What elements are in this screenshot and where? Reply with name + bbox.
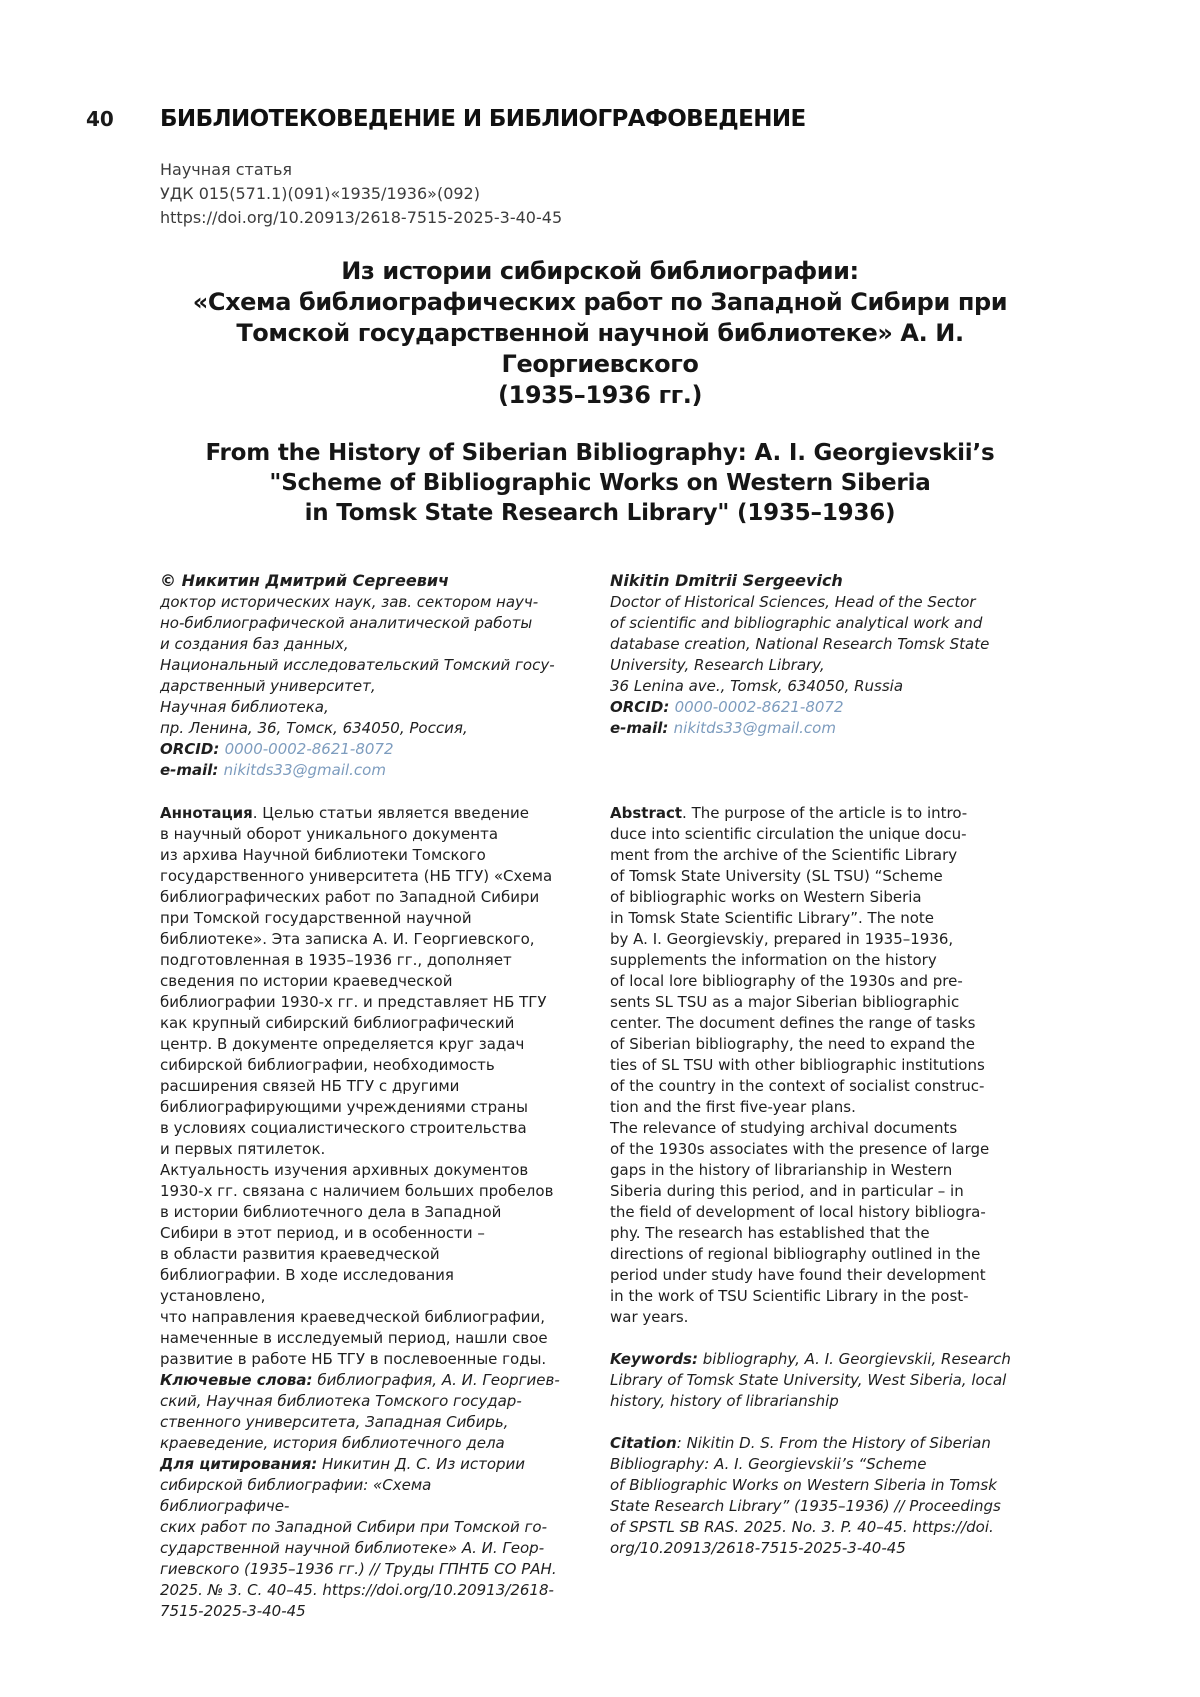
abstract-block-english (610, 803, 1040, 1622)
abstract-text-russian: . Целью статьи является введение в научный оборот уникального документа из архива Научной библиотеки Томского государственного университета (НБ ТГУ) «Схема библиографических работ по Западной Сибири при Томской государственной научной библиотеке». Эта записка А. И. Георгиевского, подготовленная в 1935–1936 гг., дополняет сведения по истории краеведческой библиографии 1930-х гг. и представляет НБ ТГУ как крупный сибирский библиографический центр. В документе определяется круг задач сибирской библиографии, необходимость расширения связей НБ ТГУ с другими библиографирующими учреждениями страны в условиях социалистического строительства и первых пятилеток. Актуальность изучения архивных документов 1930-х гг. связана с наличием больших пробелов в истории библиотечного дела в Западной Сибири в этот период, и в особенности – в области развития краеведческой библиографии. В ходе исследования установлено, что направления краеведческой библиографии, намеченные в исследуемый период, нашли свое развитие в работе НБ ТГУ в послевоенные годы. (160, 804, 554, 1368)
keywords-label-english: Keywords: (610, 1350, 698, 1368)
abstract-text-english: . The purpose of the article is to intro- duce into scientific circulation the unique docu- ment from the archive of the Scientific Library of Tomsk State University (SL TSU) “Scheme of bibliographic works on Western Siberia in Tomsk State Scientific Library”. The note by A. I. Georgievskiy, prepared in 1935–1936, supplements the information on the history of local lore bibliography of the 1930s and pre- sents SL TSU as a major Siberian bibliographic center. The document defines the range of tasks of Siberian bibliography, the need to expand the ties of SL TSU with other bibliographic institutions of the country in the context of socialist construc- tion and the first five-year plans. The relevance of studying archival documents of the 1930s associates with the presence of large gaps in the history of librarianship in Western Siberia during this period, and in particular – in the field of development of local history bibliogra- phy. The research has established that the directions of regional bibliography outlined in the period under study have found their development in the work of TSU Scientific Library in the post- war years. (610, 804, 990, 1326)
title-russian: Из истории сибирской библиографии: «Схема библиографических работ по Западной Сибири при Томской государственной научной библиотеке» А. И. Георгиевского (1935–1936 гг.) (192, 257, 1008, 409)
keywords-english (610, 1349, 1040, 1412)
email-link[interactable]: nikitds33@gmail.com (223, 761, 386, 779)
orcid-label: ORCID: (610, 698, 675, 716)
author-block-russian (160, 570, 560, 781)
page-header (86, 106, 1040, 132)
page-number: 40 (86, 107, 114, 131)
two-column-layout (160, 570, 1040, 1622)
keywords-text-english: bibliography, A. I. Georgievskii, Research Library of Tomsk State University, West Siberia, local history, history of librarianship (610, 1350, 1011, 1410)
abstract-label-english: Abstract (610, 804, 683, 822)
email-line-english (610, 718, 1040, 739)
keywords-label-russian: Ключевые слова: (160, 1371, 313, 1389)
email-label: e-mail: (610, 719, 674, 737)
abstract-block-russian (160, 803, 560, 1622)
orcid-label: ORCID: (160, 740, 225, 758)
abstract-english (610, 803, 1040, 1328)
abstract-label-russian: Аннотация (160, 804, 253, 822)
author-affiliation-russian: доктор исторических наук, зав. сектором науч- но-библиографической аналитической работы и создания баз данных, Национальный исследовательский Томский госу- дарственный университет, Научная библиотека, пр. Ленина, 36, Томск, 634050, Россия, (160, 593, 555, 737)
article-type: Научная статья (160, 160, 293, 179)
orcid-link[interactable]: 0000-0002-8621-8072 (674, 698, 844, 716)
author-block-english (610, 570, 1040, 781)
udc-code: УДК 015(571.1)(091)«1935/1936»(092) (160, 184, 480, 203)
citation-russian (160, 1454, 560, 1622)
email-link[interactable]: nikitds33@gmail.com (673, 719, 836, 737)
citation-label-english: Citation (610, 1434, 677, 1452)
author-affiliation-english: Doctor of Historical Sciences, Head of the Sector of scientific and bibliographic analytical work and database creation, National Research Tomsk State University, Research Library, 36 Lenina ave., Tomsk, 634050, Russia (610, 593, 990, 695)
citation-text-russian: Никитин Д. С. Из истории сибирской библиографии: «Схема библиографиче- ских работ по Западной Сибири при Томской го- сударственной научной библиотеке» А. И. Геор- гиевского (1935–1936 гг.) // Труды ГПНТБ СО РАН. 2025. № 3. С. 40–45. https://doi.org/10.20913/2618- 7515-2025-3-40-45 (160, 1455, 557, 1620)
keywords-text-russian: библиография, А. И. Георгиев- ский, Научная библиотека Томского государ- ственного университета, Западная Сибирь, краеведение, история библиотечного дела (160, 1371, 560, 1452)
citation-text-english: : Nikitin D. S. From the History of Siberian Bibliography: A. I. Georgievskii’s “Scheme of Bibliographic Works on Western Siberia in Tomsk State Research Library” (1935–1936) // Proceedings of SPSTL SB RAS. 2025. No. 3. P. 40–45. https://doi. org/10.20913/2618-7515-2025-3-40-45 (610, 1434, 1001, 1557)
orcid-line-russian (160, 739, 560, 760)
email-label: e-mail: (160, 761, 224, 779)
section-header: БИБЛИОТЕКОВЕДЕНИЕ И БИБЛИОГРАФОВЕДЕНИЕ (160, 106, 806, 132)
author-name-russian: © Никитин Дмитрий Сергеевич (160, 571, 450, 590)
article-doi-link[interactable]: https://doi.org/10.20913/2618-7515-2025-3-40-45 (160, 208, 563, 227)
citation-label-russian: Для цитирования: (160, 1455, 318, 1473)
article-meta (160, 158, 1040, 230)
email-line-russian (160, 760, 560, 781)
title-english: From the History of Siberian Bibliography: A. I. Georgievskii’s "Scheme of Bibliographic Works on Western Siberia in Tomsk State Research Library" (1935–1936) (205, 440, 995, 526)
orcid-line-english (610, 697, 1040, 718)
author-name-english: Nikitin Dmitrii Sergeevich (610, 571, 843, 590)
citation-english (610, 1433, 1040, 1559)
abstract-russian (160, 803, 560, 1370)
keywords-russian (160, 1370, 560, 1454)
orcid-link[interactable]: 0000-0002-8621-8072 (224, 740, 394, 758)
